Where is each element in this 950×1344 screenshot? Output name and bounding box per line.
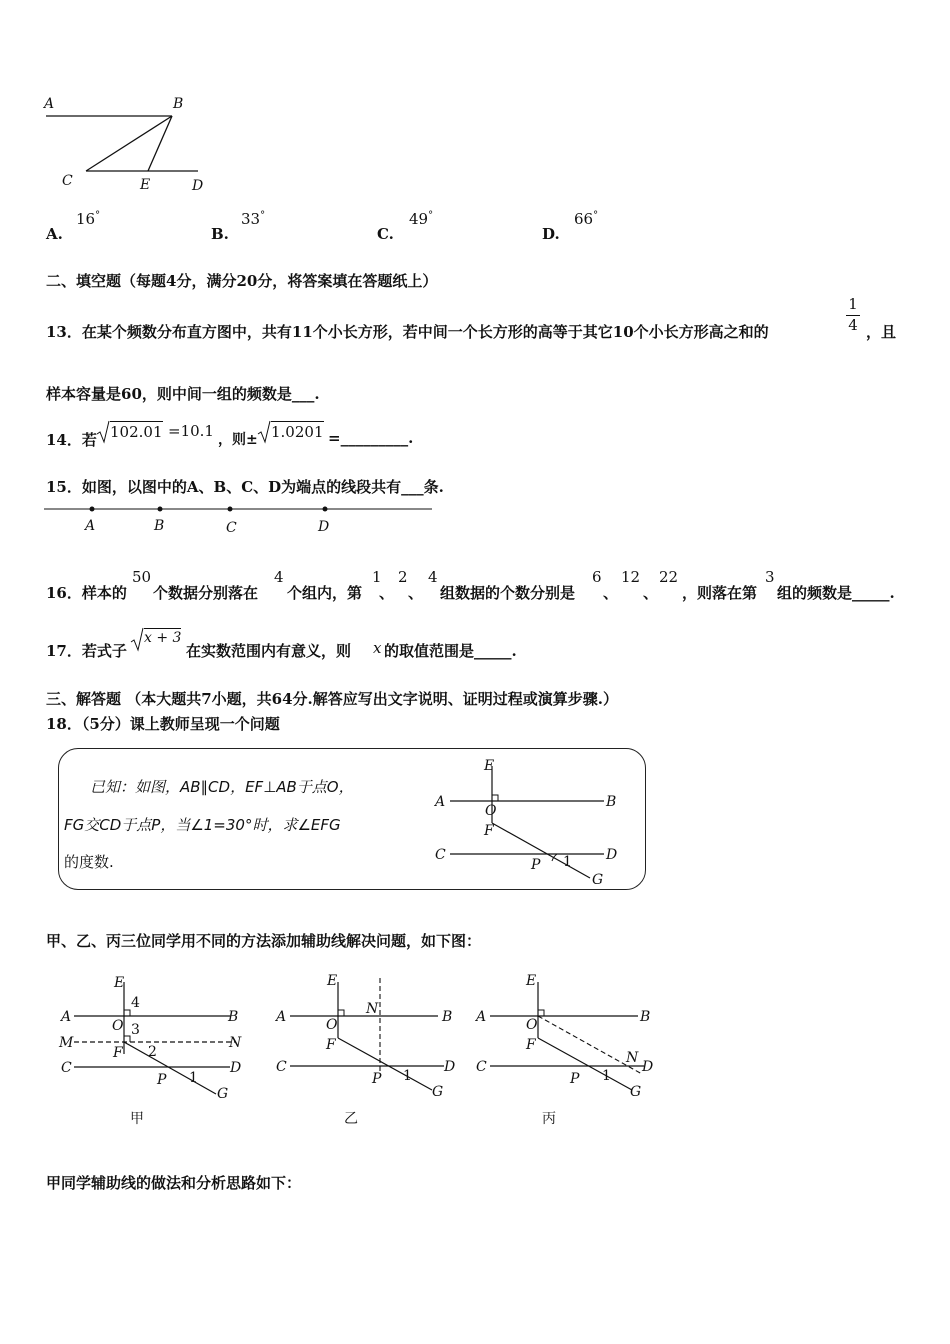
svg-text:F: F [113, 1045, 123, 1061]
svg-text:C: C [476, 1059, 487, 1075]
pt-b: B [173, 96, 184, 112]
q13-line2: 样本容量是60，则中间一组的频数是___. [46, 385, 320, 403]
svg-text:G: G [630, 1084, 642, 1100]
svg-text:A: A [435, 794, 446, 810]
svg-text:E: E [526, 973, 537, 989]
svg-text:P: P [570, 1071, 580, 1087]
q15-label-b: B [154, 518, 165, 534]
q18-box-line3: 的度数. [64, 853, 114, 871]
svg-text:B: B [228, 1009, 239, 1025]
last-line: 甲同学辅助线的做法和分析思路如下： [46, 1174, 302, 1192]
line-cb [86, 116, 172, 171]
svg-text:N: N [366, 1001, 379, 1017]
q15-text: 15．如图，以图中的A、B、C、D为端点的线段共有___条. [46, 478, 444, 496]
svg-text:G: G [592, 872, 604, 888]
svg-text:D: D [444, 1059, 456, 1075]
q15-dot-b [158, 507, 163, 512]
svg-text:2: 2 [148, 1044, 157, 1060]
svg-text:D: D [230, 1060, 242, 1076]
q18-box-figure [430, 756, 630, 891]
svg-text:F: F [484, 823, 494, 839]
q15-label-c: C [226, 520, 237, 536]
svg-text:D: D [642, 1059, 654, 1075]
svg-text:O: O [326, 1017, 338, 1033]
q18-title: 18．（5分）课上教师呈现一个问题 [46, 715, 280, 733]
svg-text:O: O [112, 1018, 124, 1034]
fig-yi [270, 966, 470, 1126]
pt-e: E [140, 177, 151, 193]
q13-line1-end: ，且 [866, 323, 897, 341]
svg-text:E: E [327, 973, 338, 989]
svg-text:1: 1 [602, 1068, 611, 1084]
q13-line1: 13．在某个频数分布直方图中，共有11个小长方形，若中间一个长方形的高等于其它10个小长方形高之和的 [46, 323, 769, 341]
svg-text:O: O [485, 803, 497, 819]
q15-label-a: A [85, 518, 96, 534]
svg-text:C: C [435, 847, 446, 863]
q15-label-d: D [318, 519, 330, 535]
q18-box-line2: FG交CD于点P，当∠1=30°时，求∠EFG [64, 816, 341, 834]
svg-text:P: P [531, 857, 541, 873]
fig-jia [56, 970, 256, 1130]
svg-text:4: 4 [131, 995, 140, 1011]
svg-text:B: B [640, 1009, 651, 1025]
section2-title: 二、填空题（每题4分，满分20分，将答案填在答题纸上） [46, 272, 438, 290]
svg-text:N: N [229, 1035, 242, 1051]
fig-caption-jia: 甲 [130, 1111, 144, 1127]
svg-text:1: 1 [563, 854, 572, 870]
q14: 14．若 102.01 =10.1 ，则± 1.0201 =_________. [46, 422, 414, 449]
pt-d: D [192, 178, 204, 194]
q12-figure [40, 92, 220, 202]
fig-caption-yi: 乙 [344, 1111, 358, 1127]
svg-text:E: E [484, 758, 495, 774]
q15-dot-d [323, 507, 328, 512]
svg-text:F: F [326, 1037, 336, 1053]
pt-c: C [62, 173, 73, 189]
three-methods-text: 甲、乙、丙三位同学用不同的方法添加辅助线解决问题，如下图： [46, 932, 482, 950]
section3-title: 三、解答题 （本大题共7小题，共64分.解答应写出文字说明、证明过程或演算步骤.） [46, 690, 618, 708]
svg-text:M: M [59, 1035, 74, 1051]
svg-text:B: B [442, 1009, 453, 1025]
fig-caption-bing: 丙 [542, 1111, 556, 1127]
svg-text:P: P [372, 1071, 382, 1087]
svg-text:A: A [476, 1009, 487, 1025]
svg-text:D: D [606, 847, 618, 863]
q18-box-line1: 已知：如图，AB∥CD，EF⊥AB于点O， [90, 778, 354, 796]
q17: 17．若式子 x + 3 在实数范围内有意义，则 x 的取值范围是_____. [46, 630, 517, 660]
svg-text:P: P [157, 1072, 167, 1088]
q13-fraction: 1 4 [846, 295, 860, 334]
svg-text:G: G [217, 1086, 229, 1102]
svg-text:1: 1 [403, 1068, 412, 1084]
pt-a: A [44, 96, 55, 112]
svg-text:F: F [526, 1037, 536, 1053]
q15-dot-c [228, 507, 233, 512]
svg-text:G: G [432, 1084, 444, 1100]
svg-text:E: E [114, 975, 125, 991]
svg-text:A: A [276, 1009, 287, 1025]
svg-text:O: O [526, 1017, 538, 1033]
svg-text:3: 3 [131, 1022, 140, 1038]
svg-text:N: N [626, 1050, 639, 1066]
q15-figure [44, 500, 434, 540]
q16: 16．样本的 50 个数据分别落在 4 个组内，第 1 、 2 、 4 组数据的个数分别是 6 、 12 、 22 ，则落在第 3 组的频数是_____. [46, 568, 895, 602]
fig-bing [470, 966, 670, 1126]
svg-text:C: C [276, 1059, 287, 1075]
svg-text:A: A [61, 1009, 72, 1025]
svg-text:B: B [606, 794, 617, 810]
svg-text:C: C [61, 1060, 72, 1076]
svg-text:1: 1 [189, 1070, 198, 1086]
q15-dot-a [90, 507, 95, 512]
